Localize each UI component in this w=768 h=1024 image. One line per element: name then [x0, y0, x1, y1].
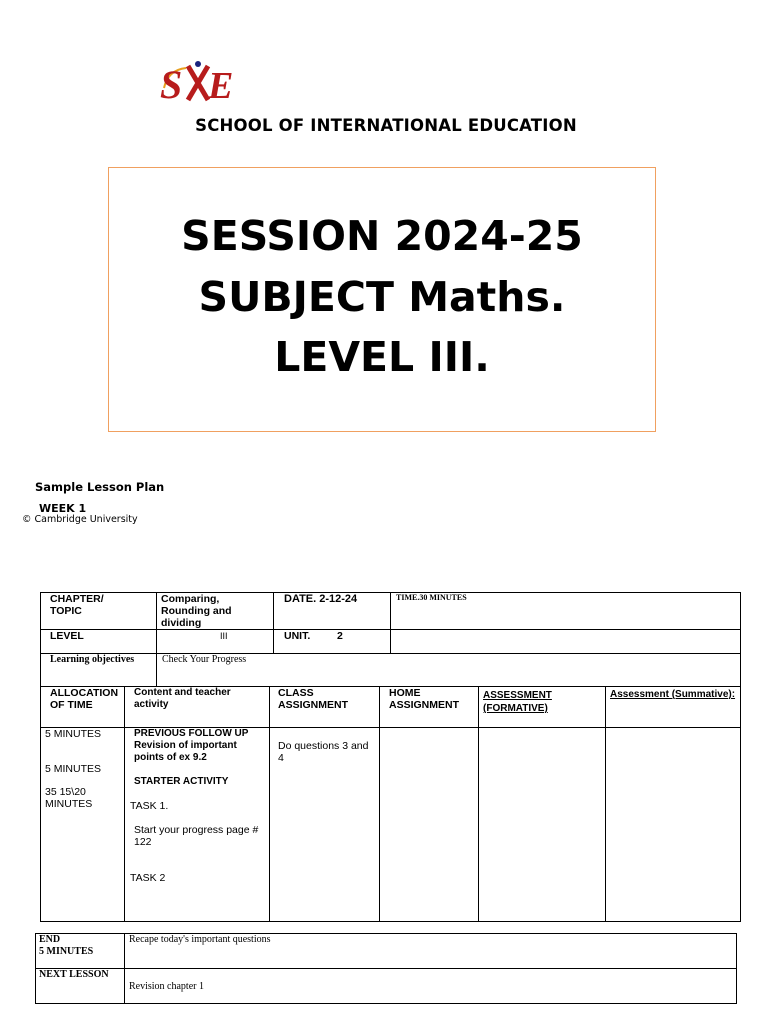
end-value: Recape today's important questions — [129, 934, 271, 945]
header-content: Content and teacher activity — [134, 687, 231, 710]
class-assignment-value: Do questions 3 and 4 — [278, 740, 369, 764]
unit-label: UNIT. — [284, 630, 311, 642]
school-logo-icon — [158, 58, 240, 104]
chapter-value: Comparing, Rounding and dividing — [161, 593, 232, 629]
svg-text:E: E — [208, 65, 234, 104]
end-table — [35, 933, 737, 1004]
time-allocation-1: 5 MINUTES — [45, 728, 102, 740]
time-allocation-3: 35 15\20 MINUTES — [45, 786, 93, 810]
content-task1-detail: Start your progress page # 122 — [134, 824, 259, 848]
header-home-assignment: HOME ASSIGNMENT — [389, 687, 460, 711]
plan-title: Sample Lesson Plan — [35, 480, 165, 494]
session-title-box — [108, 167, 656, 432]
week-label: WEEK 1 — [39, 502, 87, 515]
content-task1: TASK 1. — [130, 800, 169, 812]
content-follow-up: PREVIOUS FOLLOW UP Revision of important points of ex 9.2 — [134, 728, 249, 763]
level-label: LEVEL — [50, 630, 84, 642]
content-starter: STARTER ACTIVITY — [134, 776, 229, 787]
header-assessment-summative: Assessment (Summative): — [610, 689, 736, 700]
objectives-value: Check Your Progress — [162, 654, 247, 665]
next-lesson-label: NEXT LESSON — [39, 969, 109, 980]
copyright-text: © Cambridge University — [22, 514, 138, 525]
header-class-assignment: CLASS ASSIGNMENT — [278, 687, 349, 711]
time-allocation-2: 5 MINUTES — [45, 763, 102, 775]
end-label: END 5 MINUTES — [39, 934, 94, 957]
date-label: DATE. 2-12-24 — [284, 593, 358, 605]
header-assessment-formative: ASSESSMENT (FORMATIVE) — [483, 690, 552, 714]
next-lesson-value: Revision chapter 1 — [129, 981, 204, 992]
svg-text:S: S — [160, 62, 183, 104]
school-name: SCHOOL OF INTERNATIONAL EDUCATION — [195, 116, 577, 135]
lesson-plan-table — [40, 592, 741, 922]
level-title: LEVEL III. — [274, 333, 490, 381]
unit-value: 2 — [337, 630, 343, 642]
subject-title: SUBJECT Maths. — [198, 273, 566, 321]
content-task2: TASK 2 — [130, 872, 166, 884]
time-label: TIME.30 MINUTES — [396, 593, 467, 602]
chapter-label: CHAPTER/ TOPIC — [50, 593, 104, 617]
level-value: III — [220, 631, 228, 641]
objectives-label: Learning objectives — [50, 654, 135, 665]
header-allocation: ALLOCATION OF TIME — [50, 687, 119, 711]
session-year: SESSION 2024-25 — [181, 212, 583, 260]
